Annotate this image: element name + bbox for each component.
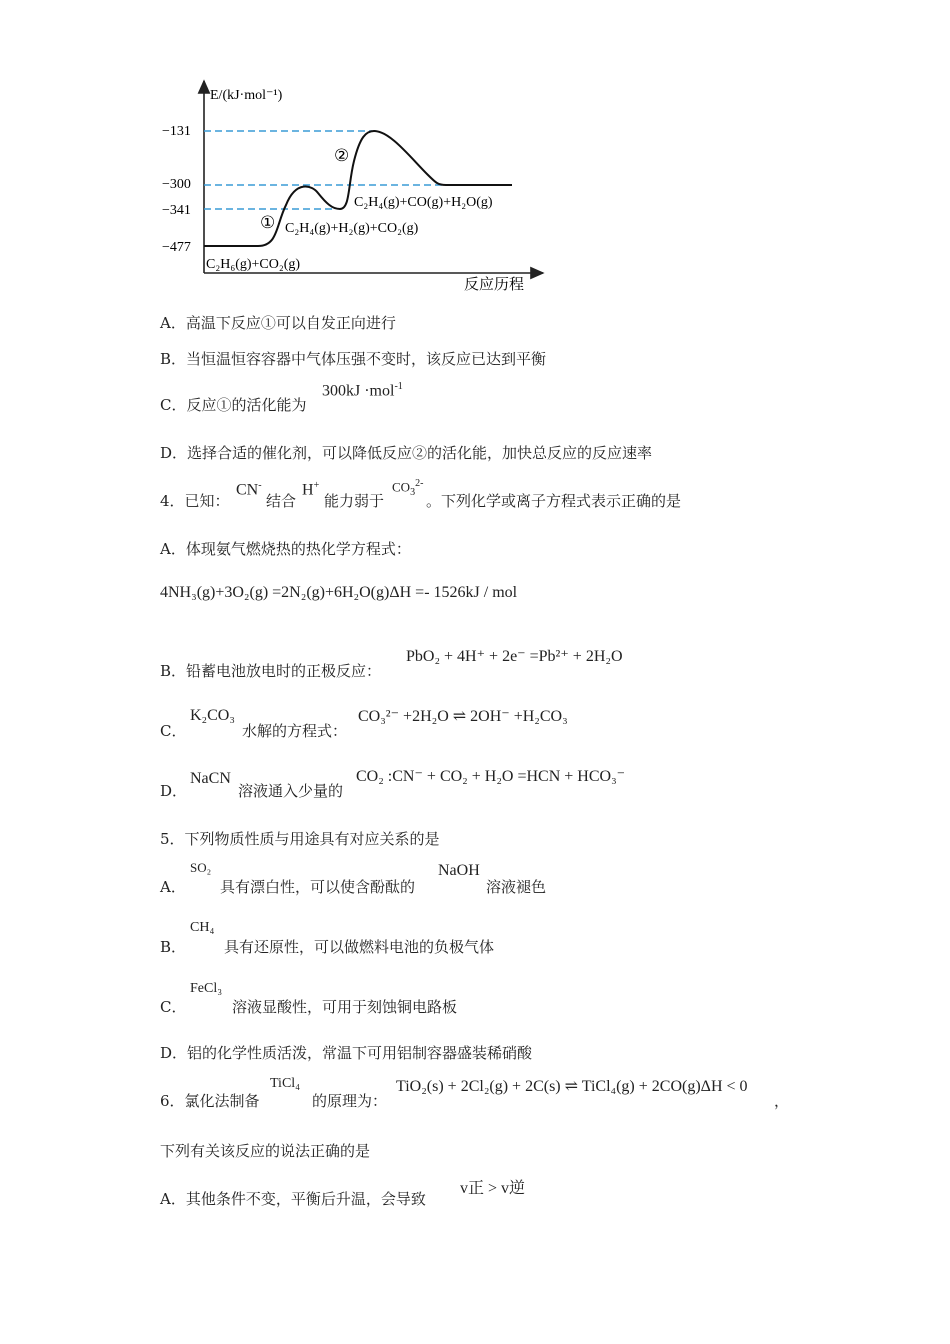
q4-option-c-label: C．: [160, 722, 187, 740]
tick-300: −300: [162, 177, 191, 192]
q6-comma: ，: [774, 1092, 790, 1110]
q4-option-c-text: 水解的方程式：: [242, 722, 348, 740]
q4-option-a-formula: 4NH₃(g)+3O₂(g) =2N₂(g)+6H₂O(g)ΔH =- 1526kJ / mol: [160, 584, 518, 601]
q4-option-d-label: D．: [160, 782, 188, 800]
q4-option-a: A．体现氨气燃烧热的热化学方程式：: [160, 540, 411, 558]
q4-option-b: B．铅蓄电池放电时的正极反应：: [160, 662, 382, 680]
q4-option-d-formula: CO₂ :CN⁻ + CO₂ + H₂O =HCN + HCO₃⁻: [356, 768, 626, 785]
species-intermediate: C₂H₄(g)+H₂(g)+CO₂(g): [285, 221, 419, 236]
q3-option-c: [160, 394, 306, 415]
tick-477: −477: [162, 240, 191, 255]
x-axis-label: 反应历程: [464, 277, 525, 293]
q3-option-c-text: C．反应①的活化能为: [160, 396, 307, 414]
q4-co3-main: CO: [392, 479, 411, 495]
q4-stem-d: 。下列化学或离子方程式表示正确的是: [426, 492, 682, 510]
q4-co3-sup: 2-: [415, 478, 424, 489]
q6-ticl4: TiCl₄: [270, 1076, 301, 1091]
energy-profile-diagram: [150, 75, 570, 300]
q5-option-a-text2: 溶液褪色: [486, 878, 547, 896]
q4-cn-main: CN: [236, 481, 259, 499]
q4-option-c-k2co3: K₂CO₃: [190, 707, 235, 724]
species-reactant: C₂H₆(g)+CO₂(g): [206, 257, 301, 272]
tick-341: −341: [162, 203, 191, 218]
q5-option-a-label: A．: [160, 878, 186, 896]
q5-stem: 5．下列物质性质与用途具有对应关系的是: [160, 830, 440, 848]
q4-option-c-formula: CO₃²⁻ +2H₂O ⇌ 2OH⁻ +H₂CO₃: [358, 708, 568, 725]
q4-cn-sup: -: [258, 480, 262, 491]
q4-co3-sub: 3: [410, 486, 416, 498]
q5-option-a-text: 具有漂白性，可以使含酚酞的: [220, 878, 416, 896]
q4-option-d-text: 溶液通入少量的: [238, 782, 344, 800]
species-product: C₂H₄(g)+CO(g)+H₂O(g): [354, 195, 493, 210]
q6-formula: TiO₂(s) + 2Cl₂(g) + 2C(s) ⇌ TiCl₄(g) + 2CO(g)ΔH < 0: [396, 1078, 748, 1095]
q6-option-a: A．其他条件不变，平衡后升温，会导致: [160, 1190, 426, 1208]
q3-option-d: D．选择合适的催化剂，可以降低反应②的活化能，加快总反应的反应速率: [160, 444, 653, 462]
q5-option-b-ch4: CH₄: [190, 920, 215, 935]
q5-option-b-text: 具有还原性，可以做燃料电池的负极气体: [224, 938, 495, 956]
tick-131: −131: [162, 124, 191, 139]
q4-stem-a: 4．已知：: [160, 492, 230, 510]
q6-stem-b: 的原理为：: [312, 1092, 388, 1110]
q6-stem-a: 6．氯化法制备: [160, 1092, 260, 1110]
q4-option-b-formula: PbO₂ + 4H⁺ + 2e⁻ =Pb²⁺ + 2H₂O: [406, 648, 623, 665]
q6-stem-2: 下列有关该反应的说法正确的是: [160, 1142, 371, 1160]
q4-h-main: H: [302, 481, 314, 499]
q3-option-c-formula-main: 300kJ ·mol: [322, 382, 395, 400]
q4-cn: [236, 480, 262, 499]
q3-option-c-formula: [322, 381, 403, 400]
q5-option-c-label: C．: [160, 998, 187, 1016]
q5-option-c-text: 溶液显酸性，可用于刻蚀铜电路板: [232, 998, 458, 1016]
q4-h: [302, 480, 319, 499]
q4-option-d-nacn: NaCN: [190, 770, 231, 787]
step2-label: ②: [334, 146, 350, 165]
q4-stem-b: 结合: [266, 492, 297, 510]
q6-option-a-formula: v正 > v逆: [460, 1180, 526, 1197]
q3-option-b: B．当恒温恒容容器中气体压强不变时，该反应已达到平衡: [160, 350, 547, 368]
q5-option-c-fecl3: FeCl₃: [190, 981, 223, 996]
q4-co3: [392, 478, 423, 498]
q4-h-sup: +: [313, 480, 320, 491]
step1-label: ①: [260, 213, 276, 232]
q3-option-a: A．高温下反应①可以自发正向进行: [160, 314, 396, 332]
q5-option-a-so2: SO₂: [190, 860, 212, 875]
q4-stem-c: 能力弱于: [324, 492, 385, 510]
q3-option-c-formula-sup: -1: [394, 381, 403, 392]
y-axis-label: E/(kJ·mol⁻¹): [210, 88, 283, 103]
q5-option-b-label: B．: [160, 938, 187, 956]
q5-option-a-naoh: NaOH: [438, 862, 480, 879]
q5-option-d: D．铝的化学性质活泼，常温下可用铝制容器盛装稀硝酸: [160, 1044, 533, 1062]
